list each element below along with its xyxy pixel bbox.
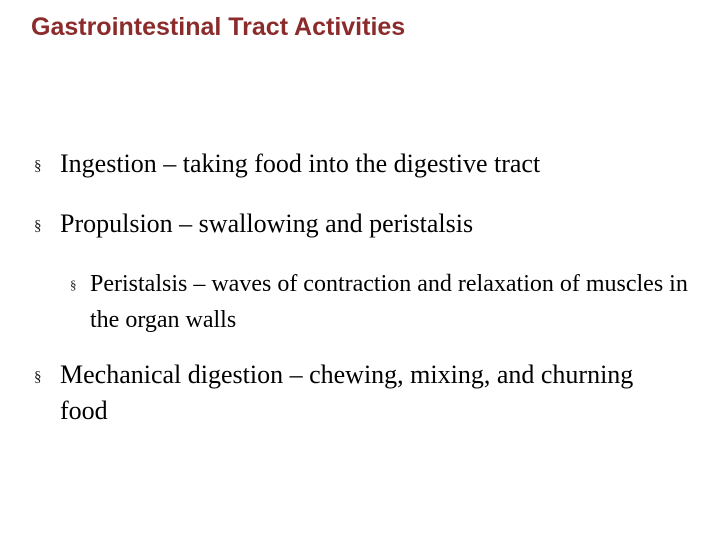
sub-bullet-item	[70, 266, 710, 338]
bullet-marker-icon: §	[34, 158, 42, 174]
bullet-text: Mechanical digestion – chewing, mixing, and churning food	[60, 360, 634, 425]
bullet-marker-icon: §	[34, 369, 42, 385]
slide-title: Gastrointestinal Tract Activities	[31, 13, 406, 41]
bullet-text: Propulsion – swallowing and peristalsis	[60, 209, 474, 238]
bullet-text: Ingestion – taking food into the digestive tract	[60, 149, 541, 178]
bullet-item	[34, 357, 684, 429]
bullet-item	[34, 206, 684, 242]
bullet-marker-icon: §	[34, 218, 42, 234]
bullet-item	[34, 146, 684, 182]
sub-bullet-text: Peristalsis – waves of contraction and relaxation of muscles in the organ walls	[90, 271, 688, 333]
bullet-marker-icon: §	[70, 277, 77, 292]
